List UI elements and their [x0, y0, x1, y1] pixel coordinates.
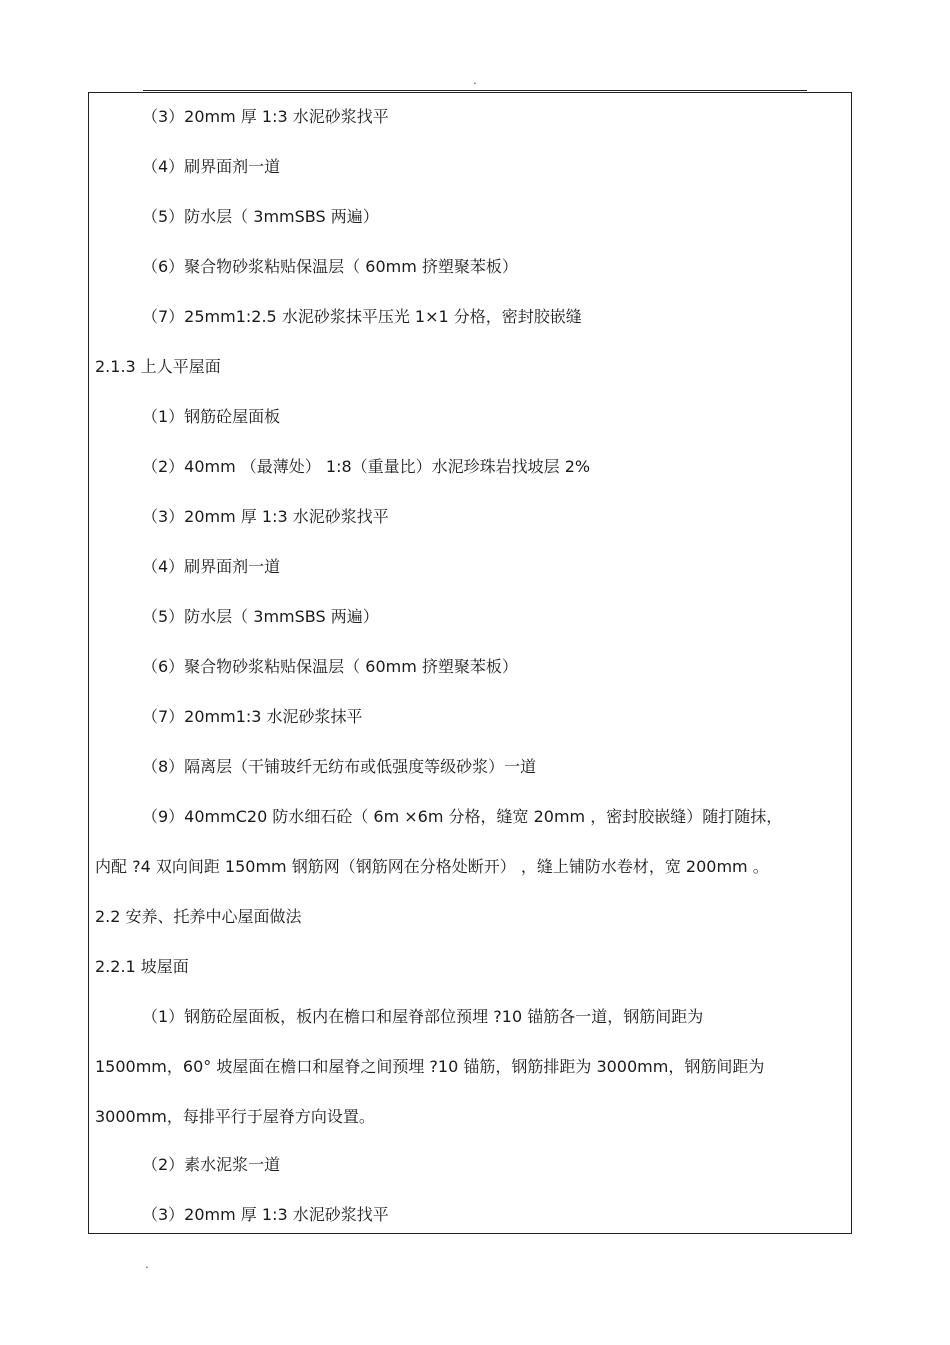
footer-mark: . [145, 1257, 149, 1271]
section-heading: 2.1.3 上人平屋面 [95, 357, 221, 376]
text-line: （3）20mm 厚 1:3 水泥砂浆找平 [142, 1205, 389, 1224]
text-line: （7）20mm1:3 水泥砂浆抹平 [142, 707, 363, 726]
section-heading: 2.2 安养、托养中心屋面做法 [95, 907, 302, 926]
content-frame [88, 92, 852, 1234]
header-mark: . [473, 73, 477, 87]
text-line: 内配 ?4 双向间距 150mm 钢筋网（钢筋网在分格处断开） ，缝上铺防水卷材，宽 200mm 。 [95, 857, 769, 876]
text-line: （2）40mm （最薄处） 1:8（重量比）水泥珍珠岩找坡层 2% [142, 457, 591, 476]
text-line: （8）隔离层（干铺玻纤无纺布或低强度等级砂浆）一道 [142, 757, 537, 776]
text-line: （4）刷界面剂一道 [142, 557, 281, 576]
text-line: （3）20mm 厚 1:3 水泥砂浆找平 [142, 107, 389, 126]
text-line: 3000mm，每排平行于屋脊方向设置。 [95, 1107, 375, 1126]
text-line: （2）素水泥浆一道 [142, 1155, 281, 1174]
text-line: （9）40mmC20 防水细石砼（ 6m ×6m 分格，缝宽 20mm ，密封胶嵌缝）随打随抹， [142, 807, 783, 826]
text-line: （3）20mm 厚 1:3 水泥砂浆找平 [142, 507, 389, 526]
section-heading: 2.2.1 坡屋面 [95, 957, 189, 976]
text-line: （6）聚合物砂浆粘贴保温层（ 60mm 挤塑聚苯板） [142, 657, 518, 676]
text-line: （5）防水层（ 3mmSBS 两遍） [142, 607, 379, 626]
text-line: （1）钢筋砼屋面板 [142, 407, 281, 426]
header-rule [143, 90, 807, 91]
text-line: （1）钢筋砼屋面板，板内在檐口和屋脊部位预埋 ?10 锚筋各一道，钢筋间距为 [142, 1007, 704, 1026]
text-line: （5）防水层（ 3mmSBS 两遍） [142, 207, 379, 226]
text-line: （4）刷界面剂一道 [142, 157, 281, 176]
text-line: （7）25mm1:2.5 水泥砂浆抹平压光 1×1 分格，密封胶嵌缝 [142, 307, 582, 326]
text-line: 1500mm，60° 坡屋面在檐口和屋脊之间预埋 ?10 锚筋，钢筋排距为 3000mm，钢筋间距为 [95, 1057, 765, 1076]
text-line: （6）聚合物砂浆粘贴保温层（ 60mm 挤塑聚苯板） [142, 257, 518, 276]
